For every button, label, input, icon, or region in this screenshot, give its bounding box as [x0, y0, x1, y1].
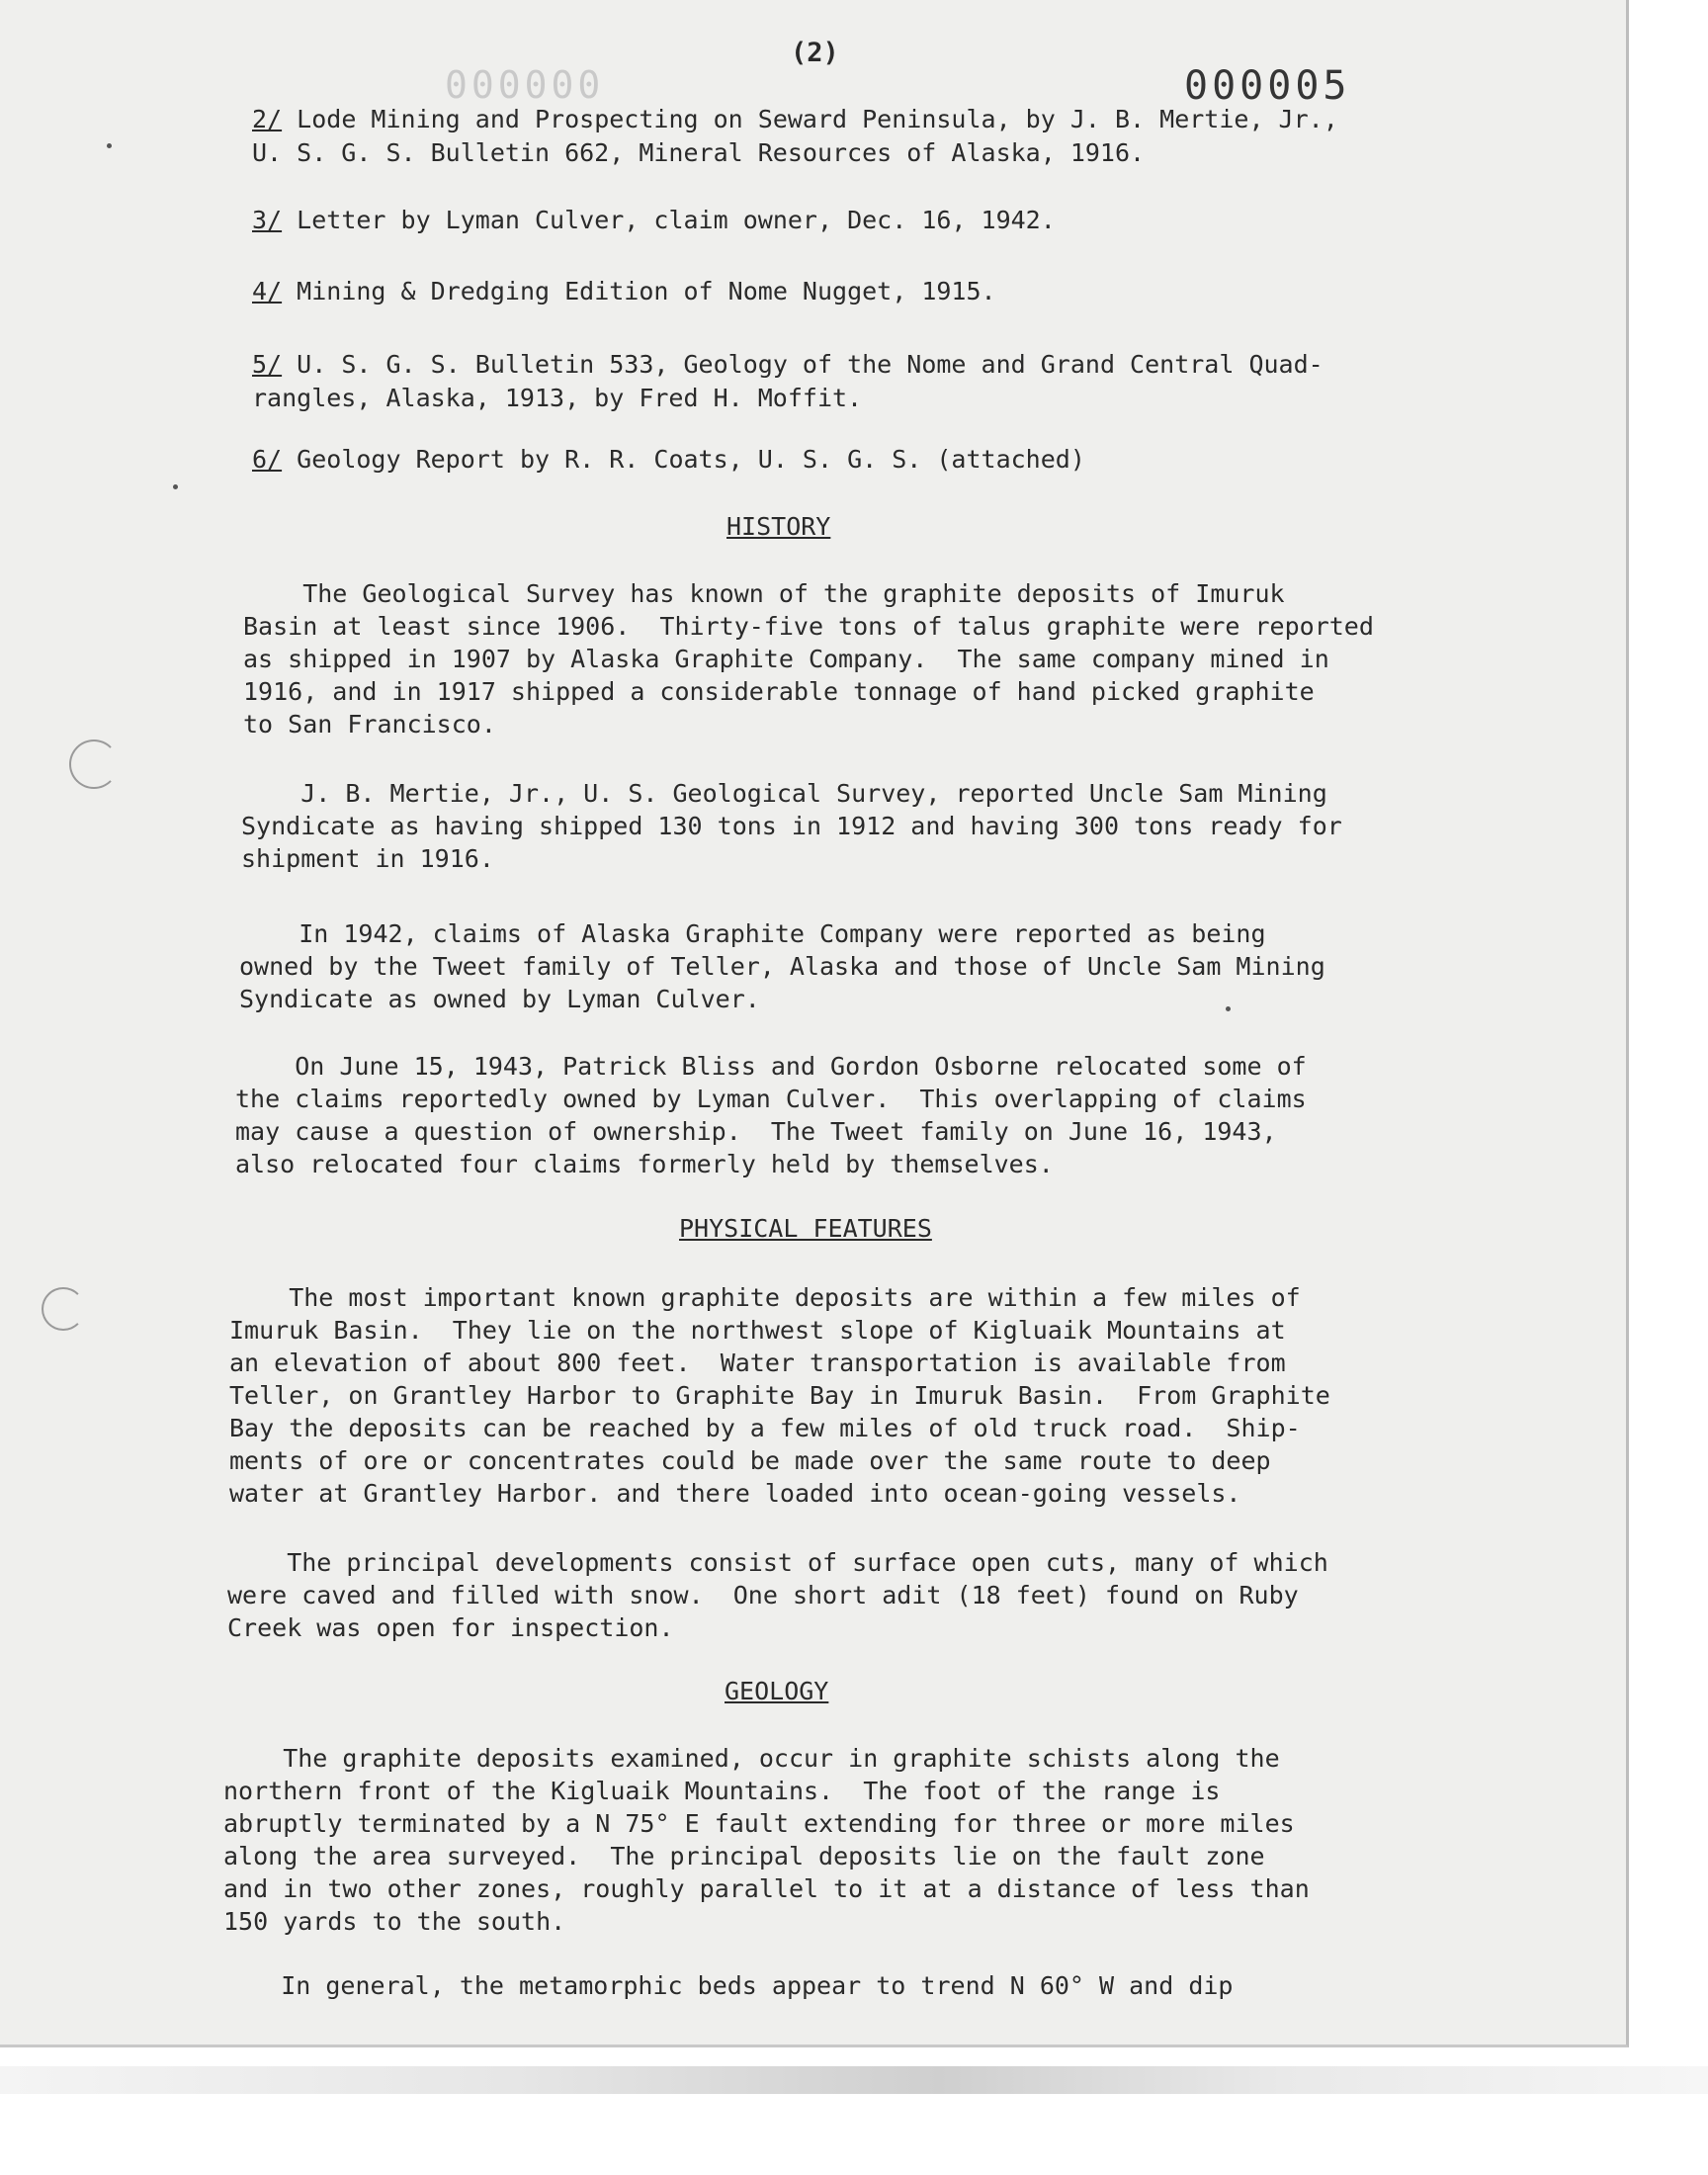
reference-text: Letter by Lyman Culver, claim owner, Dec. 16, 1942. — [297, 206, 1056, 234]
physical-features-paragraph: The principal developments consist of surface open cuts, many of which were caved and filled with snow. One short adit (18 feet) found on Ruby Creek was open for inspection. — [227, 1548, 1328, 1642]
section-heading-geology: GEOLOGY — [725, 1677, 829, 1705]
section-heading-physical-features: PHYSICAL FEATURES — [679, 1214, 932, 1243]
reference-text: U. S. G. S. Bulletin 533, Geology of the Nome and Grand Central Quad- rangles, Alaska, 1913, by Fred H. Moffit. — [252, 350, 1324, 412]
reference-text: Geology Report by R. R. Coats, U. S. G. S. (attached) — [297, 445, 1085, 474]
geology-paragraph: The graphite deposits examined, occur in graphite schists along the northern front of the Kigluaik Mountains. The foot of the range is abruptly terminated by a N 75° E fault extending for three or more miles along the area surveyed. The principal deposits lie on the fault zone and in two other zones, roughly parallel to it at a distance of less than 150 yards to the south. — [223, 1744, 1310, 1936]
history-paragraph: The Geological Survey has known of the graphite deposits of Imuruk Basin at least since 1906. Thirty-five tons of talus graphite were reported as shipped in 1907 by Alaska Graphite Company. The same company mined in 1916, and in 1917 shipped a considerable tonnage of hand picked graphite to San Francisco. — [243, 579, 1374, 739]
page-number: (2) — [791, 38, 839, 68]
reference-item — [252, 204, 1537, 237]
faint-document-number: 000000 — [445, 63, 605, 107]
punch-hole-mark — [69, 740, 119, 789]
history-paragraph: J. B. Mertie, Jr., U. S. Geological Survey, reported Uncle Sam Mining Syndicate as having shipped 130 tons in 1912 and having 300 tons ready for shipment in 1916. — [241, 779, 1342, 873]
scan-speck — [107, 143, 112, 148]
reference-item — [252, 275, 1537, 308]
history-paragraph: In 1942, claims of Alaska Graphite Company were reported as being owned by the Tweet family of Teller, Alaska and those of Uncle Sam Mining Syndicate as owned by Lyman Culver. — [239, 919, 1325, 1013]
scan-edge-strip — [0, 2066, 1708, 2094]
section-heading-history: HISTORY — [726, 512, 831, 541]
reference-number: 3/ — [252, 206, 283, 234]
reference-number: 5/ — [252, 350, 283, 379]
reference-item — [252, 443, 1537, 477]
scan-speck — [173, 484, 178, 489]
reference-number: 4/ — [252, 277, 283, 305]
reference-item — [252, 103, 1537, 170]
reference-number: 6/ — [252, 445, 283, 474]
reference-number: 2/ — [252, 105, 283, 133]
reference-text: Mining & Dredging Edition of Nome Nugget, 1915. — [297, 277, 996, 305]
reference-text: Lode Mining and Prospecting on Seward Peninsula, by J. B. Mertie, Jr., U. S. G. S. Bulletin 662, Mineral Resources of Alaska, 1916. — [252, 105, 1338, 167]
geology-paragraph: In general, the metamorphic beds appear to trend N 60° W and dip — [221, 1971, 1234, 2000]
document-number: 000005 — [1184, 63, 1351, 109]
punch-hole-mark — [42, 1287, 85, 1331]
history-paragraph: On June 15, 1943, Patrick Bliss and Gordon Osborne relocated some of the claims reportedly owned by Lyman Culver. This overlapping of claims may cause a question of ownership. The Tweet family on June 16, 1943, also relocated four claims formerly held by themselves. — [235, 1052, 1307, 1178]
physical-features-paragraph: The most important known graphite deposits are within a few miles of Imuruk Basin. They lie on the northwest slope of Kigluaik Mountains at an elevation of about 800 feet. Water transportation is available from Teller, on Grantley Harbor to Graphite Bay in Imuruk Basin. From Graphite Bay the deposits can be reached by a few miles of old truck road. Ship- ments of ore or concentrates could be made over the same route to deep water at Grantley Harbor. and there loaded into ocean-going vessels. — [229, 1283, 1330, 1508]
reference-item — [252, 348, 1537, 415]
